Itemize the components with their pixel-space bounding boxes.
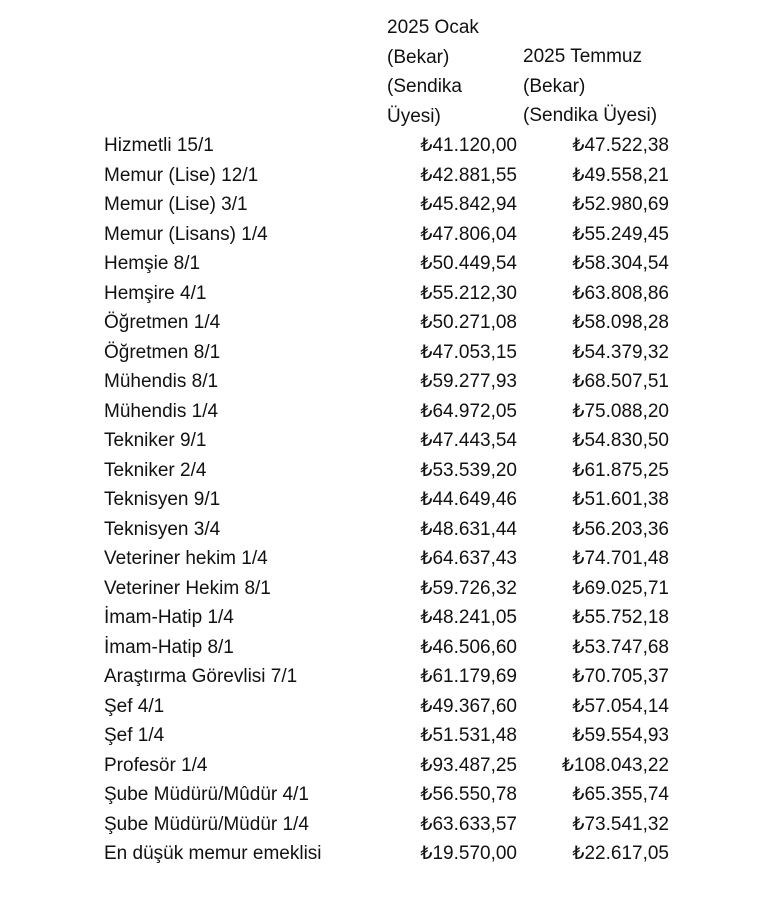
table-row [0, 574, 770, 604]
table-row [0, 279, 770, 309]
value-2025-temmuz: ₺57.054,14 [572, 695, 669, 717]
value-2025-ocak: ₺93.487,25 [420, 754, 517, 776]
row-label: Öğretmen 1/4 [104, 312, 221, 333]
value-2025-temmuz: ₺68.507,51 [572, 371, 669, 392]
table-row [0, 426, 770, 456]
table-row [0, 220, 770, 250]
header-line: 2025 Temmuz [523, 46, 642, 67]
table-row [0, 810, 770, 840]
table-row [0, 721, 770, 751]
row-label: Araştırma Görevlisi 7/1 [104, 666, 298, 687]
salary-rows [0, 131, 770, 869]
value-2025-temmuz: ₺58.304,54 [572, 253, 669, 274]
header-line: (Bekar) [523, 75, 586, 97]
table-row [0, 308, 770, 338]
value-2025-ocak: ₺64.972,05 [420, 400, 517, 422]
row-label: Teknisyen 3/4 [104, 518, 221, 540]
value-2025-ocak: ₺48.241,05 [420, 607, 517, 628]
value-2025-temmuz: ₺58.098,28 [572, 312, 669, 333]
header-line: (Sendika Üyesi) [523, 105, 658, 126]
table-row [0, 692, 770, 722]
header-line: 2025 Ocak [387, 17, 479, 38]
value-2025-ocak: ₺41.120,00 [420, 135, 517, 156]
value-2025-ocak: ₺50.271,08 [420, 312, 517, 333]
table-row [0, 544, 770, 574]
header-line: Üyesi) [387, 105, 441, 127]
value-2025-temmuz: ₺52.980,69 [572, 194, 669, 215]
value-2025-ocak: ₺50.449,54 [420, 253, 517, 274]
row-label: Teknisyen 9/1 [104, 489, 221, 510]
value-2025-temmuz: ₺47.522,38 [572, 135, 669, 156]
value-2025-temmuz: ₺55.752,18 [572, 607, 669, 628]
value-2025-ocak: ₺55.212,30 [420, 282, 517, 304]
row-label: Mühendis 1/4 [104, 400, 219, 422]
value-2025-temmuz: ₺73.541,32 [572, 813, 669, 835]
table-row [0, 780, 770, 810]
table-row [0, 367, 770, 397]
table-row [0, 456, 770, 486]
row-label: Profesör 1/4 [104, 754, 208, 776]
row-label: Şube Müdürü/Mûdür 4/1 [104, 784, 309, 805]
value-2025-ocak: ₺45.842,94 [420, 194, 517, 215]
table-row [0, 839, 770, 869]
row-label: Memur (Lisans) 1/4 [104, 223, 268, 245]
value-2025-ocak: ₺59.277,93 [420, 371, 517, 392]
row-label: Hemşie 8/1 [104, 253, 201, 274]
row-label: Memur (Lise) 3/1 [104, 194, 248, 215]
value-2025-ocak: ₺42.881,55 [420, 164, 517, 186]
table-row [0, 161, 770, 191]
value-2025-temmuz: ₺22.617,05 [572, 843, 669, 864]
table-row [0, 662, 770, 692]
value-2025-ocak: ₺19.570,00 [420, 843, 517, 864]
table-row [0, 485, 770, 515]
value-2025-ocak: ₺59.726,32 [420, 577, 517, 599]
value-2025-temmuz: ₺54.830,50 [572, 430, 669, 451]
header-2025-ocak [387, 13, 479, 131]
value-2025-temmuz: ₺51.601,38 [572, 489, 669, 510]
value-2025-temmuz: ₺108.043,22 [561, 754, 669, 776]
value-2025-ocak: ₺47.806,04 [420, 223, 517, 245]
row-label: Tekniker 9/1 [104, 430, 207, 451]
value-2025-temmuz: ₺69.025,71 [572, 577, 669, 599]
value-2025-ocak: ₺56.550,78 [420, 784, 517, 805]
row-label: Veteriner hekim 1/4 [104, 548, 268, 569]
value-2025-temmuz: ₺65.355,74 [572, 784, 669, 805]
row-label: Veteriner Hekim 8/1 [104, 577, 271, 599]
value-2025-ocak: ₺46.506,60 [420, 636, 517, 658]
row-label: Hemşire 4/1 [104, 282, 207, 304]
value-2025-ocak: ₺48.631,44 [420, 518, 517, 540]
row-label: Tekniker 2/4 [104, 459, 207, 481]
row-label: Şef 1/4 [104, 725, 165, 746]
value-2025-temmuz: ₺59.554,93 [572, 725, 669, 746]
value-2025-ocak: ₺61.179,69 [420, 666, 517, 687]
row-label: Öğretmen 8/1 [104, 341, 221, 363]
table-row [0, 751, 770, 781]
row-label: Mühendis 8/1 [104, 371, 219, 392]
header-line: (Bekar) [387, 46, 450, 68]
table-row [0, 338, 770, 368]
value-2025-temmuz: ₺74.701,48 [572, 548, 669, 569]
header-line: (Sendika [387, 76, 462, 97]
table-row [0, 131, 770, 161]
row-label: Şef 4/1 [104, 695, 165, 717]
value-2025-ocak: ₺47.053,15 [420, 341, 517, 363]
table-row [0, 190, 770, 220]
value-2025-temmuz: ₺61.875,25 [572, 459, 669, 481]
value-2025-ocak: ₺53.539,20 [420, 459, 517, 481]
value-2025-ocak: ₺49.367,60 [420, 695, 517, 717]
row-label: Memur (Lise) 12/1 [104, 164, 259, 186]
row-label: İmam-Hatip 8/1 [104, 636, 234, 658]
table-row [0, 633, 770, 663]
row-label: En düşük memur emeklisi [104, 843, 322, 864]
value-2025-temmuz: ₺75.088,20 [572, 400, 669, 422]
value-2025-temmuz: ₺53.747,68 [572, 636, 669, 658]
table-row [0, 397, 770, 427]
row-label: Şube Müdürü/Müdür 1/4 [104, 813, 309, 835]
value-2025-ocak: ₺44.649,46 [420, 489, 517, 510]
value-2025-temmuz: ₺55.249,45 [572, 223, 669, 245]
value-2025-ocak: ₺47.443,54 [420, 430, 517, 451]
table-row [0, 603, 770, 633]
value-2025-temmuz: ₺54.379,32 [572, 341, 669, 363]
value-2025-temmuz: ₺49.558,21 [572, 164, 669, 186]
row-label: Hizmetli 15/1 [104, 135, 214, 156]
value-2025-temmuz: ₺63.808,86 [572, 282, 669, 304]
header-2025-temmuz [523, 42, 657, 131]
table-row [0, 249, 770, 279]
row-label: İmam-Hatip 1/4 [104, 607, 234, 628]
table-row [0, 515, 770, 545]
value-2025-ocak: ₺51.531,48 [420, 725, 517, 746]
value-2025-ocak: ₺64.637,43 [420, 548, 517, 569]
value-2025-temmuz: ₺56.203,36 [572, 518, 669, 540]
value-2025-temmuz: ₺70.705,37 [572, 666, 669, 687]
value-2025-ocak: ₺63.633,57 [420, 813, 517, 835]
